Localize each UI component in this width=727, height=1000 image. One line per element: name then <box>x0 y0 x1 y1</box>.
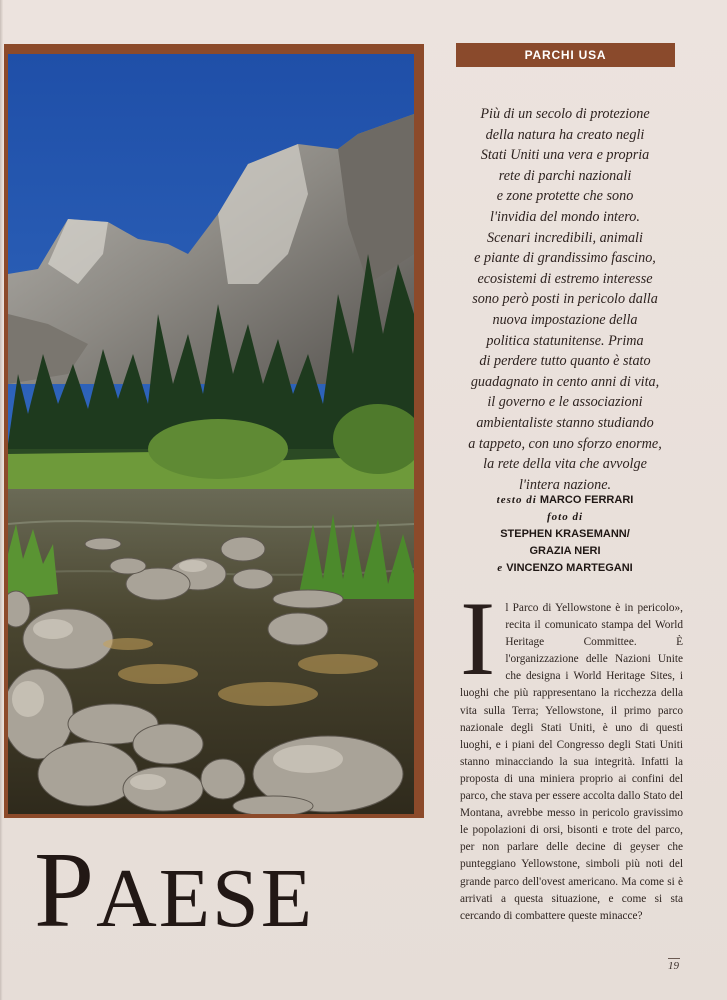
intro-line: ambientaliste stanno studiando <box>476 414 654 431</box>
landscape-illustration <box>8 54 414 814</box>
intro-line: guadagnato in cento anni di vita, <box>470 373 660 390</box>
intro-line: la rete della vita che avvolge <box>483 456 647 473</box>
photo-credit <box>448 509 682 526</box>
text-author: MARCO FERRARI <box>539 494 634 506</box>
photographer-2-line <box>448 560 682 577</box>
intro-line: sono però posti in pericolo dalla <box>472 291 658 308</box>
photo-credit-label: foto di <box>546 511 584 523</box>
article-body-text: l Parco di Yellowstone è in pericolo», recita il comunicato stampa del World Heritage Committee. È l'organizzazione delle Nazioni Unite che designa i World Heritage Sites, i luoghi che più rappresentano la ricchezza della vita sulla Terra; Yellowstone, il primo parco nazionale degli Stati Uniti, è uno di questi luoghi, e i piani del Congresso degli Stati Uniti stanno minacciando la sua integrità. Infatti la proposta di una miniera proprio ai confini del parco, che stava per essere accolta dallo Stato del Montana, avrebbe messo in pericolo gravissimo le popolazioni di orsi, bisonti e trote del parco, per non parlare delle decine di geyser che punteggiano Yellowstone, simboli più noti del grande parco dell'ovest americano. Ma come si è arrivati a questa situazione, e come si sta cercando di combattere queste minacce? <box>460 602 684 922</box>
photo-frame <box>4 44 424 818</box>
photographer-2: VINCENZO MARTEGANI <box>506 562 633 574</box>
and-label: e <box>497 562 504 574</box>
landscape-photo <box>8 54 414 814</box>
intro-line: di perdere tutto quanto è stato <box>479 353 651 370</box>
intro-line: Più di un secolo di protezione <box>480 106 650 122</box>
page-number: 19 <box>668 960 679 972</box>
intro-line: e piante di grandissimo fascino, <box>474 250 656 267</box>
intro-line: Stati Uniti una vera e propria <box>480 147 650 164</box>
intro-line: rete di parchi nazionali <box>498 167 632 184</box>
article-title <box>34 826 314 964</box>
page-crease <box>0 0 3 1000</box>
text-credit-label: testo di <box>496 494 537 506</box>
title-rest: AESE <box>96 852 315 945</box>
intro-line: Scenari incredibili, animali <box>487 229 643 246</box>
title-first-letter: P <box>34 831 97 950</box>
intro-line: l'invidia del mondo intero. <box>490 208 640 225</box>
photo-agency: GRAZIA NERI <box>529 545 601 557</box>
text-credit <box>448 492 682 509</box>
photographer-1: STEPHEN KRASEMANN/ <box>500 528 630 540</box>
intro-line: e zone protette che sono <box>496 188 634 205</box>
intro-line: l'intera nazione. <box>518 476 612 493</box>
intro-line: a tappeto, con uno sforzo enorme, <box>468 435 662 452</box>
intro-line: il governo e le associazioni <box>487 394 643 411</box>
intro-line: politica statunitense. Prima <box>486 332 644 349</box>
article-body <box>460 580 684 925</box>
drop-cap: I <box>460 580 496 697</box>
intro-line: ecosistemi di estremo interesse <box>477 270 653 287</box>
intro-standfirst <box>448 104 682 495</box>
section-tag: PARCHI USA <box>456 43 675 67</box>
intro-line: della natura ha creato negli <box>485 126 645 143</box>
credits-block <box>448 492 682 577</box>
page-number-rule <box>668 958 680 959</box>
intro-line: nuova impostazione della <box>492 311 638 328</box>
